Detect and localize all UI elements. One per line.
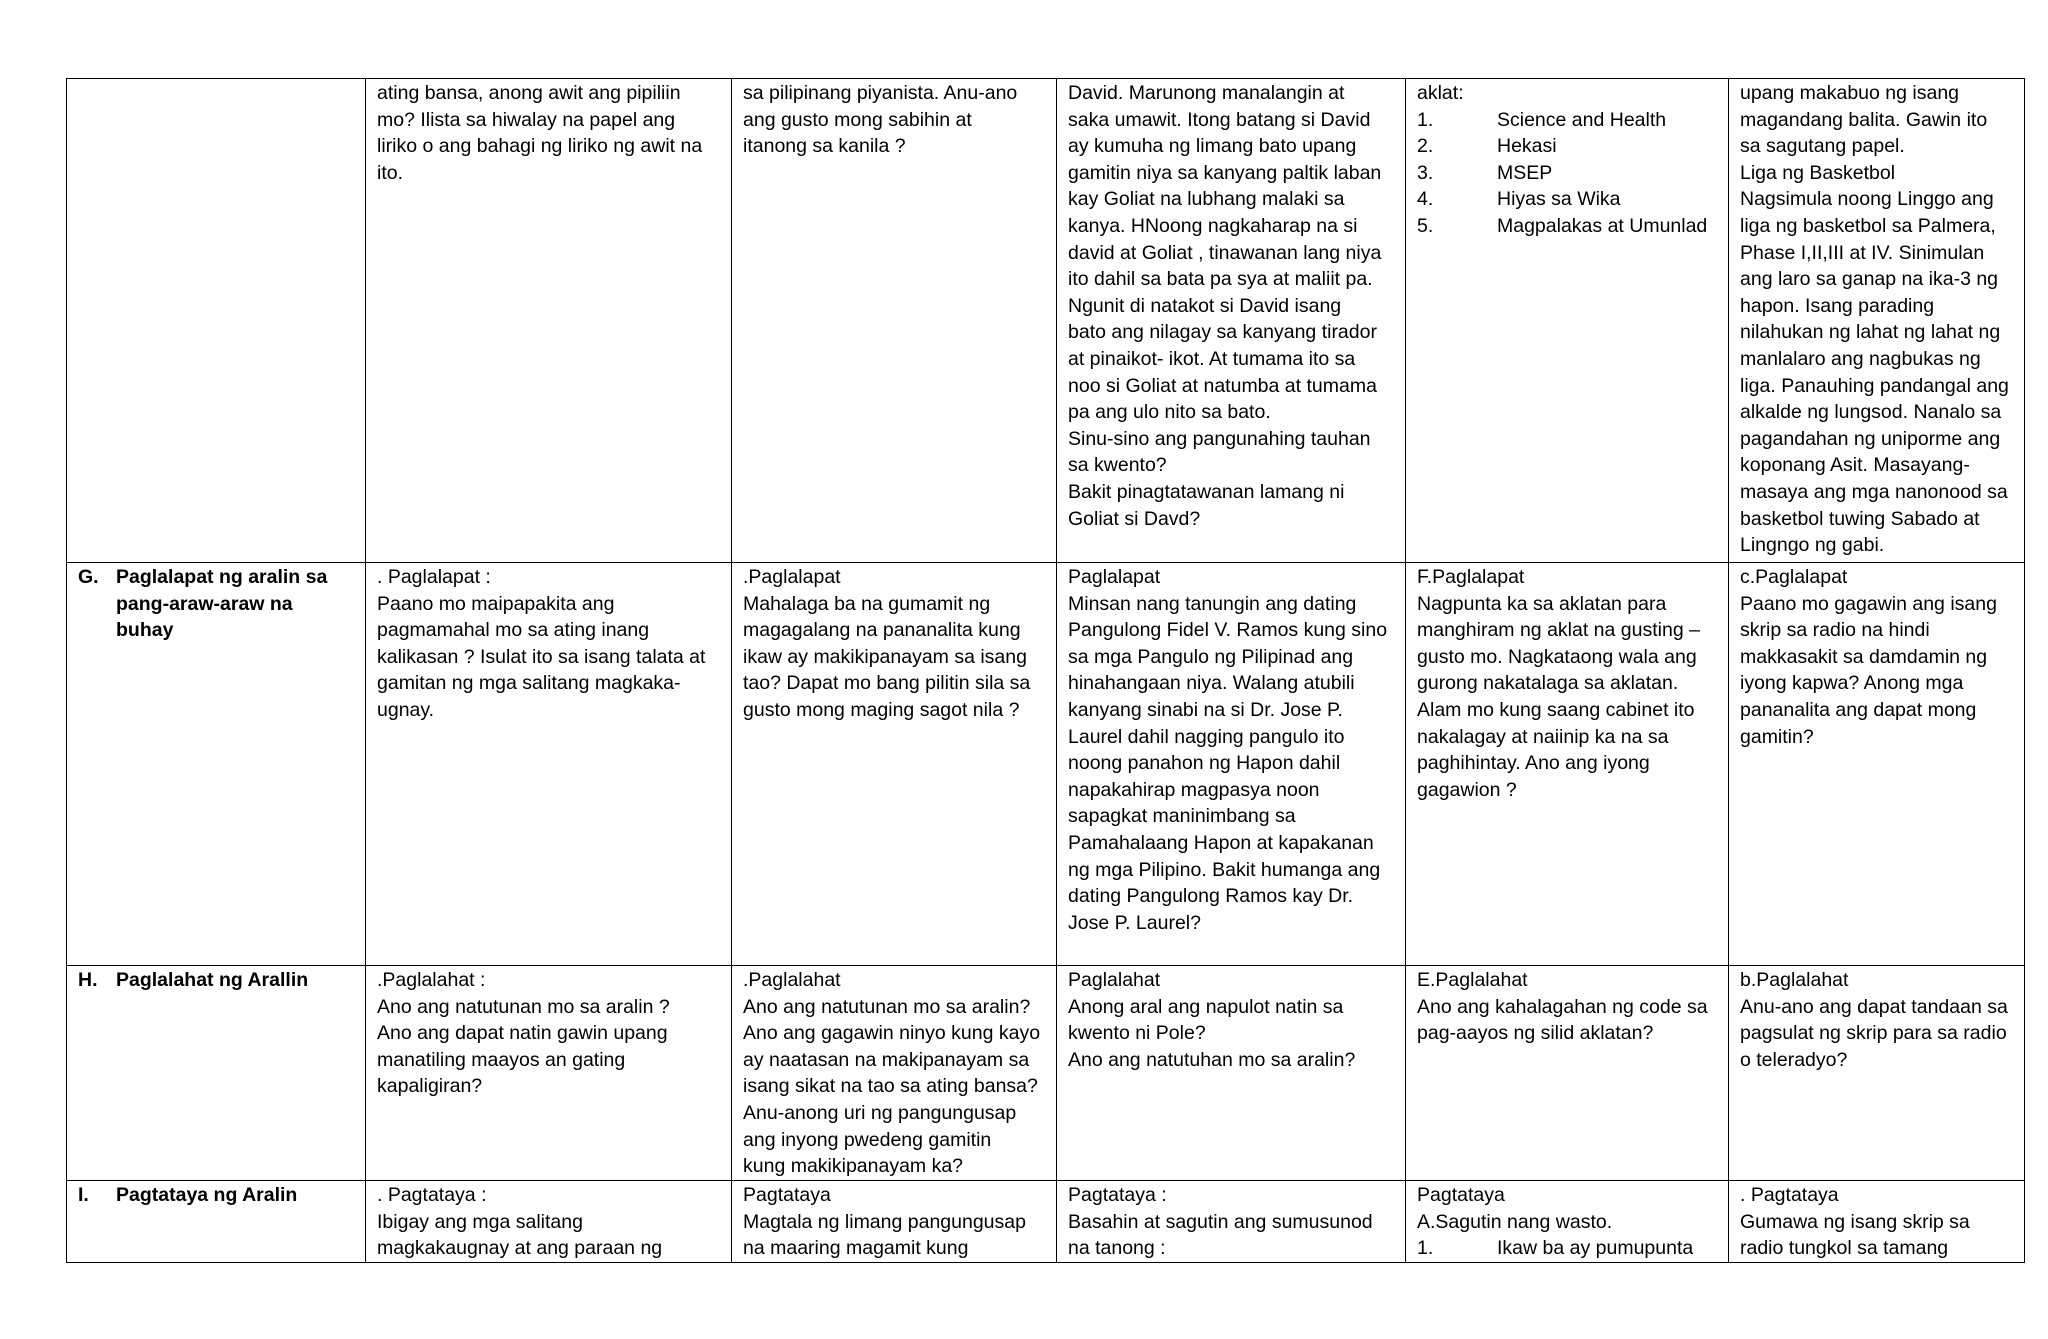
cell-text-line: pagmamahal mo sa ating inang <box>377 619 650 642</box>
cell-text-line: Anong aral ang napulot natin sa <box>1068 995 1344 1018</box>
list-item-text: Magpalakas at Umunlad <box>1497 214 1708 237</box>
list-number: 5. <box>1417 214 1434 237</box>
cell-text-line: kanya. HNoong nagkaharap na si <box>1068 214 1358 237</box>
cell-text-line: gurong nakatalaga sa aklatan. <box>1417 672 1679 695</box>
cell-text-line: Phase I,II,III at IV. Sinimulan <box>1740 241 1985 264</box>
cell-text-line: paghihintay. Ano ang iyong <box>1417 752 1650 775</box>
cell-text-line: liga ng basketbol sa Palmera, <box>1740 214 1996 237</box>
cell-text-line: Ibigay ang mga salitang <box>377 1210 583 1233</box>
cell-text-line: koponang Asit. Masayang- <box>1740 454 1970 477</box>
table-cell <box>1406 1181 1729 1263</box>
row-label-line: pang-araw-araw na <box>116 592 293 615</box>
list-number: 1. <box>1417 1237 1434 1260</box>
cell-text-line: Sinu-sino ang pangunahing tauhan <box>1068 427 1371 450</box>
cell-text-line: F.Paglalapat <box>1417 566 1525 588</box>
cell-text-line: sapagkat maninimbang sa <box>1068 805 1296 828</box>
table-cell <box>366 79 732 563</box>
cell-text-line: Gumawa ng isang skrip sa <box>1740 1210 1970 1233</box>
cell-text-line: na maaring magamit kung <box>743 1237 969 1260</box>
list-item-text: Hiyas sa Wika <box>1497 188 1621 211</box>
row-label <box>116 564 327 644</box>
cell-text-line: gamitan ng mga salitang magkaka- <box>377 672 681 695</box>
cell-text-line: hapon. Isang parading <box>1740 294 1935 317</box>
row-letter: H. <box>78 969 98 991</box>
cell-text-line: isang sikat na tao sa ating bansa? <box>743 1075 1038 1098</box>
cell-text-line: Anu-anong uri ng pangungusap <box>743 1101 1017 1124</box>
cell-text-line: c.Paglalapat <box>1740 566 1848 588</box>
cell-text-line: noo si Goliat at natumba at tumama <box>1068 374 1377 397</box>
lesson-plan-table <box>66 78 2025 1263</box>
table-cell <box>366 1181 732 1263</box>
cell-text-line: pagandahan ng uniporme ang <box>1740 427 2001 450</box>
cell-text-line: basketbol tuwing Sabado at <box>1740 507 1980 530</box>
table-cell <box>1057 79 1406 563</box>
cell-text-line: sa pilipinang piyanista. Anu-ano <box>743 82 1018 104</box>
numbered-list-item <box>1417 186 1718 213</box>
cell-text-line: Magtala ng limang pangungusap <box>743 1210 1026 1233</box>
cell-text-line: manlalaro ang nagbukas ng <box>1740 347 1981 370</box>
cell-text-line: E.Paglalahat <box>1417 969 1528 991</box>
row-label <box>116 967 308 994</box>
cell-text-line: sa mga Pangulo ng Pilipinad ang <box>1068 645 1354 668</box>
table-cell <box>732 966 1057 1181</box>
cell-text-line: ang laro sa ganap na ika-3 ng <box>1740 268 1999 291</box>
cell-text-line: gamitin? <box>1740 725 1814 748</box>
cell-text-line: alkalde ng lungsod. Nanalo sa <box>1740 401 2002 424</box>
table-cell <box>732 1181 1057 1263</box>
cell-text-line: Ano ang natutunan mo sa aralin? <box>743 995 1031 1018</box>
row-label-cell <box>67 966 366 1181</box>
cell-text-line: kanyang sinabi na si Dr. Jose P. <box>1068 698 1343 721</box>
cell-text-line: Ano ang dapat natin gawin upang <box>377 1022 668 1045</box>
table-row <box>67 966 2025 1181</box>
table-cell <box>366 563 732 966</box>
table-cell <box>1057 966 1406 1181</box>
cell-text-line: gusto mo. Nagkataong wala ang <box>1417 645 1697 668</box>
cell-text-line: pa ang ulo nito sa bato. <box>1068 401 1271 424</box>
table-cell <box>1729 563 2025 966</box>
list-item-text: Science and Health <box>1497 108 1667 131</box>
cell-text-line: Minsan nang tanungin ang dating <box>1068 592 1357 615</box>
row-label-cell <box>67 563 366 966</box>
cell-text-line: ng mga Pilipino. Bakit humanga ang <box>1068 858 1381 881</box>
numbered-list-item <box>1417 213 1718 240</box>
table-cell <box>1406 79 1729 563</box>
numbered-list-item <box>1417 107 1718 134</box>
table-row <box>67 563 2025 966</box>
cell-text-line: Laurel dahil nagging pangulo ito <box>1068 725 1345 748</box>
list-item-text: Hekasi <box>1497 135 1557 158</box>
cell-text-line: ang inyong pwedeng gamitin <box>743 1128 992 1151</box>
cell-text-line: saka umawit. Itong batang si David <box>1068 108 1371 131</box>
cell-text-line: dating Pangulong Ramos kay Dr. <box>1068 885 1354 908</box>
cell-text-line: .Paglalapat <box>743 566 841 588</box>
cell-text-line: manghiram ng aklat na gusting – <box>1417 619 1700 642</box>
cell-text-line: ang gusto mong sabihin at <box>743 108 972 131</box>
cell-text-line: sa kwento? <box>1068 454 1167 477</box>
cell-text-line: kay Goliat na lubhang malaki sa <box>1068 188 1345 211</box>
row-label <box>116 1182 297 1209</box>
cell-text-line: magagalang na pananalita kung <box>743 619 1021 642</box>
cell-text-line: Pagtataya <box>1417 1184 1505 1206</box>
cell-text-line: .Paglalahat <box>743 969 841 991</box>
cell-text-line: Pagtataya : <box>1068 1184 1167 1206</box>
cell-text-line: ikaw ay makikipanayam sa isang <box>743 645 1027 668</box>
cell-text-line: gusto mong maging sagot nila ? <box>743 698 1020 721</box>
cell-text-line: Paano mo gagawin ang isang <box>1740 592 1997 615</box>
cell-text-line: ating bansa, anong awit ang pipiliin <box>377 82 681 104</box>
cell-text-line: ay kumuha ng limang bato upang <box>1068 135 1357 158</box>
cell-text-line: sa sagutang papel. <box>1740 135 1905 158</box>
cell-text-line: magandang balita. Gawin ito <box>1740 108 1988 131</box>
cell-text-line: A.Sagutin nang wasto. <box>1417 1210 1613 1233</box>
cell-text-line: aklat: <box>1417 82 1464 104</box>
cell-text-line: pagsulat ng skrip para sa radio <box>1740 1022 2007 1045</box>
cell-text-line: manatiling maayos an gating <box>377 1048 626 1071</box>
list-item-text: Ikaw ba ay pumupunta <box>1497 1237 1694 1260</box>
cell-text-line: Paglalapat <box>1068 566 1161 588</box>
cell-text-line: mo? Ilista sa hiwalay na papel ang <box>377 108 676 131</box>
table-cell <box>1406 966 1729 1181</box>
cell-text-line: o teleradyo? <box>1740 1048 1848 1071</box>
cell-text-line: ito. <box>377 161 404 184</box>
cell-text-line: ito dahil sa bata pa sya at maliit pa. <box>1068 268 1373 291</box>
cell-text-line: liriko o ang bahagi ng liriko ng awit na <box>377 135 703 158</box>
cell-text-line: upang makabuo ng isang <box>1740 82 1960 104</box>
cell-text-line: napakahirap magpasya noon <box>1068 778 1320 801</box>
cell-text-line: Ano ang kahalagahan ng code sa <box>1417 995 1708 1018</box>
cell-text-line: Mahalaga ba na gumamit ng <box>743 592 991 615</box>
table-cell <box>732 563 1057 966</box>
table-cell <box>1057 1181 1406 1263</box>
cell-text-line: Nagpunta ka sa aklatan para <box>1417 592 1667 615</box>
table-cell <box>1729 79 2025 563</box>
table-cell <box>1057 563 1406 966</box>
cell-text-line: Nagsimula noong Linggo ang <box>1740 188 1994 211</box>
cell-text-line: nakalagay at naiinip ka na sa <box>1417 725 1669 748</box>
cell-text-line: kung makikipanayam ka? <box>743 1155 964 1178</box>
row-label-cell <box>67 79 366 563</box>
row-label-line: Pagtataya ng Aralin <box>116 1184 298 1206</box>
cell-text-line: ay naatasan na makipanayam sa <box>743 1048 1030 1071</box>
cell-text-line: iyong kapwa? Anong mga <box>1740 672 1964 695</box>
list-item-text: MSEP <box>1497 161 1553 184</box>
list-number: 4. <box>1417 188 1434 211</box>
row-label-line: buhay <box>116 619 174 642</box>
numbered-list-item <box>1417 133 1718 160</box>
cell-text-line: at pinaikot- ikot. At tumama ito sa <box>1068 347 1356 370</box>
cell-text-line: masaya ang mga nanonood sa <box>1740 480 2008 503</box>
cell-text-line: na tanong : <box>1068 1237 1166 1260</box>
cell-text-line: kwento ni Pole? <box>1068 1022 1206 1045</box>
cell-text-line: gagawion ? <box>1417 778 1517 801</box>
cell-text-line: hinahangaan niya. Walang atubili <box>1068 672 1355 695</box>
table-row <box>67 79 2025 563</box>
cell-text-line: Ngunit di natakot si David isang <box>1068 294 1342 317</box>
cell-text-line: magkakaugnay at ang paraan ng <box>377 1237 663 1260</box>
cell-text-line: . Paglalapat : <box>377 566 491 588</box>
cell-text-line: David. Marunong manalangin at <box>1068 82 1345 104</box>
cell-text-line: Paglalahat <box>1068 969 1161 991</box>
table-row <box>67 1181 2025 1263</box>
cell-text-line: gamitin niya sa kanyang paltik laban <box>1068 161 1382 184</box>
list-number: 1. <box>1417 108 1434 131</box>
cell-text-line: david at Goliat , tinawanan lang niya <box>1068 241 1382 264</box>
cell-text-line: b.Paglalahat <box>1740 969 1849 991</box>
table-cell <box>366 966 732 1181</box>
cell-text-line: radio tungkol sa tamang <box>1740 1237 1949 1260</box>
cell-text-line: pananalita ang dapat mong <box>1740 698 1977 721</box>
list-number: 3. <box>1417 161 1434 184</box>
cell-text-line: liga. Panauhing pandangal ang <box>1740 374 2009 397</box>
cell-text-line: Pangulong Fidel V. Ramos kung sino <box>1068 619 1388 642</box>
cell-text-line: skrip sa radio na hindi <box>1740 619 1930 642</box>
cell-text-line: Lingngo ng gabi. <box>1740 534 1885 557</box>
numbered-list-item <box>1417 1235 1718 1262</box>
cell-text-line: bato ang nilagay sa kanyang tirador <box>1068 321 1377 344</box>
row-letter: I. <box>78 1184 89 1206</box>
cell-text-line: pag-aayos ng silid aklatan? <box>1417 1022 1654 1045</box>
cell-text-line: Ano ang natutuhan mo sa aralin? <box>1068 1048 1356 1071</box>
cell-text-line: Pamahalaang Hapon at kapakanan <box>1068 831 1374 854</box>
cell-text-line: Anu-ano ang dapat tandaan sa <box>1740 995 2008 1018</box>
cell-text-line: noong panahon ng Hapon dahil <box>1068 752 1341 775</box>
cell-text-line: Pagtataya <box>743 1184 831 1206</box>
cell-text-line: . Pagtataya : <box>377 1184 487 1206</box>
row-letter: G. <box>78 566 99 588</box>
cell-text-line: . Pagtataya <box>1740 1184 1839 1206</box>
numbered-list-item <box>1417 160 1718 187</box>
cell-text-line: nilahukan ng lahat ng lahat ng <box>1740 321 2001 344</box>
cell-text-line: Paano mo maipapakita ang <box>377 592 615 615</box>
cell-text-line: itanong sa kanila ? <box>743 135 906 158</box>
cell-text-line: kapaligiran? <box>377 1075 483 1098</box>
cell-text-line: Jose P. Laurel? <box>1068 911 1201 934</box>
row-label-line: Paglalahat ng Arallin <box>116 969 309 991</box>
cell-text-line: Liga ng Basketbol <box>1740 161 1896 184</box>
cell-text-line: Ano ang natutunan mo sa aralin ? <box>377 995 670 1018</box>
table-cell <box>1729 966 2025 1181</box>
table-cell <box>1406 563 1729 966</box>
cell-text-line: makkasakit sa damdamin ng <box>1740 645 1988 668</box>
cell-text-line: kalikasan ? Isulat ito sa isang talata at <box>377 645 706 668</box>
cell-text-line: tao? Dapat mo bang pilitin sila sa <box>743 672 1031 695</box>
cell-text-line: Alam mo kung saang cabinet ito <box>1417 698 1695 721</box>
row-label-cell <box>67 1181 366 1263</box>
row-label-line: Paglalapat ng aralin sa <box>116 566 328 588</box>
cell-text-line: Ano ang gagawin ninyo kung kayo <box>743 1022 1041 1045</box>
cell-text-line: ugnay. <box>377 698 435 721</box>
cell-text-line: Bakit pinagtatawanan lamang ni <box>1068 480 1345 503</box>
cell-text-line: Basahin at sagutin ang sumusunod <box>1068 1210 1373 1233</box>
cell-text-line: .Paglalahat : <box>377 969 486 991</box>
cell-text-line: Goliat si Davd? <box>1068 507 1201 530</box>
list-number: 2. <box>1417 135 1434 158</box>
table-cell <box>732 79 1057 563</box>
table-cell <box>1729 1181 2025 1263</box>
